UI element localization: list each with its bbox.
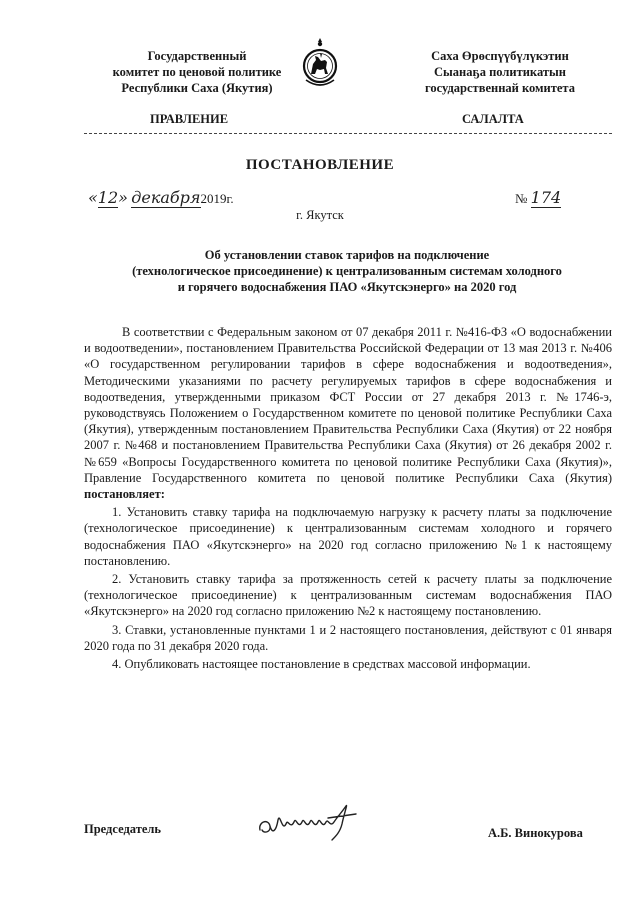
resolution-item: 2. Установить ставку тарифа за протяженность сетей к расчету платы за подключение (технологическое присоединение) к централизованным системам водоснабжения ПАО «Якутскэнерго» на 2020 год согласно приложению №2 к настоящему постановлению. bbox=[84, 572, 612, 619]
document-number bbox=[515, 188, 561, 207]
resolution-item: 1. Установить ставку тарифа на подключаемую нагрузку к расчету платы за подключение (технологическое присоединение) к централизованным системам холодного и горячего водоснабжения ПАО «Якутскэнерго» на 2020 год согласно приложению №1 к настоящему постановлению. bbox=[84, 505, 612, 568]
subject-line: (технологическое присоединение) к централизованным системам холодного bbox=[132, 264, 562, 278]
document-date bbox=[88, 188, 234, 207]
number-value: 174 bbox=[530, 188, 562, 207]
subject-line: Об установлении ставок тарифов на подключение bbox=[204, 248, 490, 262]
coat-of-arms-icon bbox=[300, 36, 340, 92]
header-left-org bbox=[82, 48, 312, 96]
signatory-name: А.Б. Винокурова bbox=[488, 826, 583, 840]
date-quote-close: » bbox=[118, 188, 128, 207]
date-day: 12 bbox=[97, 188, 119, 207]
header-left-line: комитет по ценовой политике bbox=[112, 65, 282, 79]
handwritten-signature bbox=[256, 800, 364, 842]
header-right-line: государственнай комитета bbox=[425, 81, 575, 95]
document-title: ПОСТАНОВЛЕНИЕ bbox=[245, 157, 395, 173]
document-body bbox=[84, 324, 612, 672]
document-city: г. Якутск bbox=[296, 208, 344, 222]
header-right-line: Саха Өрөспүүбүлүкэтин bbox=[431, 49, 569, 63]
date-year: 2019г. bbox=[200, 191, 234, 206]
signatory-title: Председатель bbox=[84, 822, 162, 836]
preamble-paragraph bbox=[84, 324, 612, 502]
resolution-item: 4. Опубликовать настоящее постановление в средствах массовой информации. bbox=[112, 657, 531, 672]
board-label-sakha: САЛАЛТА bbox=[462, 112, 524, 126]
number-prefix: № bbox=[515, 191, 528, 206]
header-left-line: Республики Саха (Якутия) bbox=[121, 81, 273, 95]
board-label-ru: ПРАВЛЕНИЕ bbox=[150, 112, 229, 126]
header-right-line: Сыанаҕа политикатын bbox=[434, 65, 566, 79]
header-left-line: Государственный bbox=[147, 49, 247, 63]
date-month: декабря bbox=[131, 188, 201, 207]
preamble-text: В соответствии с Федеральным законом от 07 декабря 2011 г. №416-ФЗ «О водоснабжении и водоотведении», постановлением Правительства Российской Федерации от 13 мая 2013 г. №406 «О государственном регулировании тарифов в сфере водоснабжения и водоотведения», Методическими указаниями по расчету регулируемых тарифов в сфере водоснабжения и водоотведения, утвержденными приказом ФСТ России от 27 декабря 2013 г. №1746-э, руководствуясь Положением о Государственном комитете по ценовой политике Республики Саха (Якутия), утвержденным постановлением Правительства Республики Саха (Якутия) от 22 ноября 2007 г. №468 и постановлением Правительства Республики Саха (Якутия) от 26 декабря 2002 г. №659 «Вопросы Государственного комитета по ценовой политике Республики Саха (Якутия)», Правление Государственного комитета по ценовой политике Республики Саха (Якутия) bbox=[84, 325, 612, 485]
document-subject bbox=[84, 247, 610, 295]
header-right-org bbox=[385, 48, 615, 96]
resolution-item: 3. Ставки, установленные пунктами 1 и 2 настоящего постановления, действуют с 01 января 2020 года по 31 декабря 2020 года. bbox=[84, 622, 612, 653]
subject-line: и горячего водоснабжения ПАО «Якутскэнерго» на 2020 год bbox=[177, 280, 517, 294]
date-quote-open: « bbox=[88, 188, 98, 207]
header-divider bbox=[84, 133, 612, 134]
resolves-text: постановляет: bbox=[84, 487, 165, 502]
